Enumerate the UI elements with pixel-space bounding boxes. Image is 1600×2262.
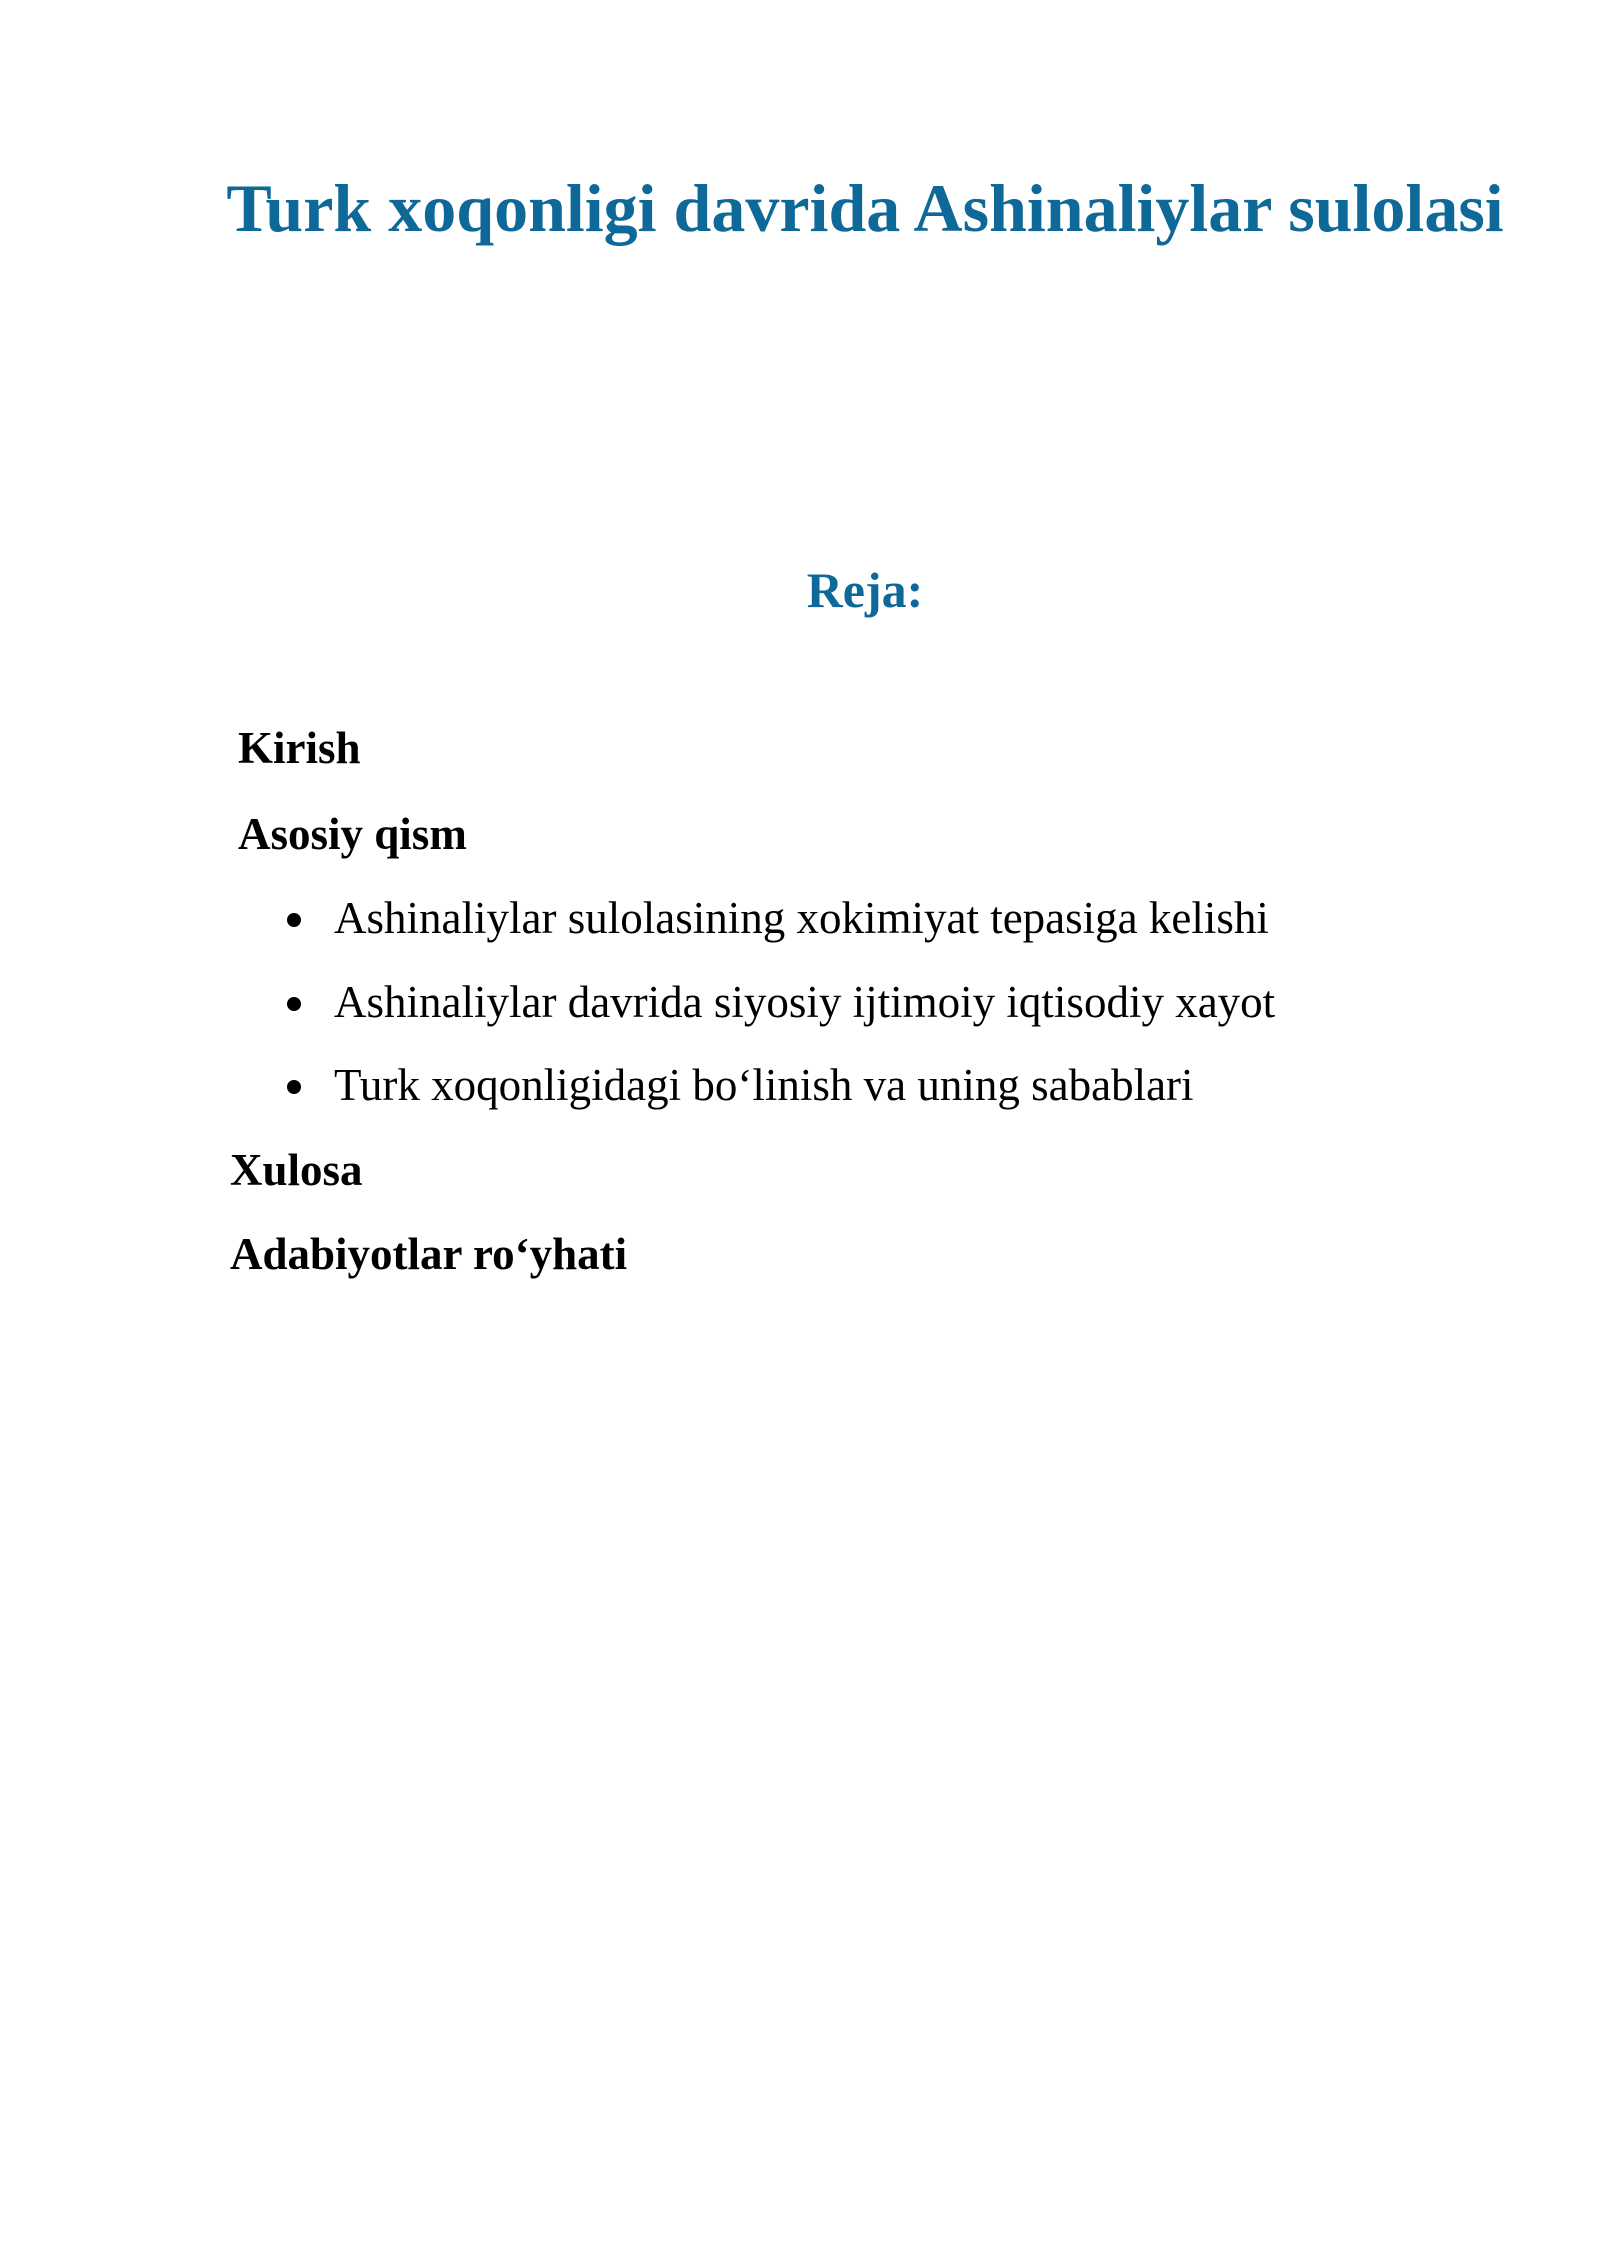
bullet-icon (287, 1080, 301, 1094)
bullet-item-label: Ashinaliylar sulolasining xokimiyat tepasiga kelishi (334, 893, 1269, 943)
toc-item-main-part: Asosiy qism (238, 809, 467, 859)
toc-item-introduction: Kirish (238, 723, 361, 773)
toc-item-conclusion: Xulosa (230, 1145, 363, 1195)
plan-heading: Reja: (806, 562, 924, 618)
document-title: Turk xoqonligi davrida Ashinaliylar sulolasi (226, 170, 1504, 246)
bullet-item-label: Ashinaliylar davrida siyosiy ijtimoiy iqtisodiy xayot (334, 977, 1276, 1027)
toc-item-references: Adabiyotlar ro‘yhati (230, 1229, 628, 1279)
bullet-icon (287, 997, 301, 1011)
bullet-item-label: Turk xoqonligidagi bo‘linish va uning sabablari (334, 1060, 1194, 1110)
bullet-icon (287, 913, 301, 927)
